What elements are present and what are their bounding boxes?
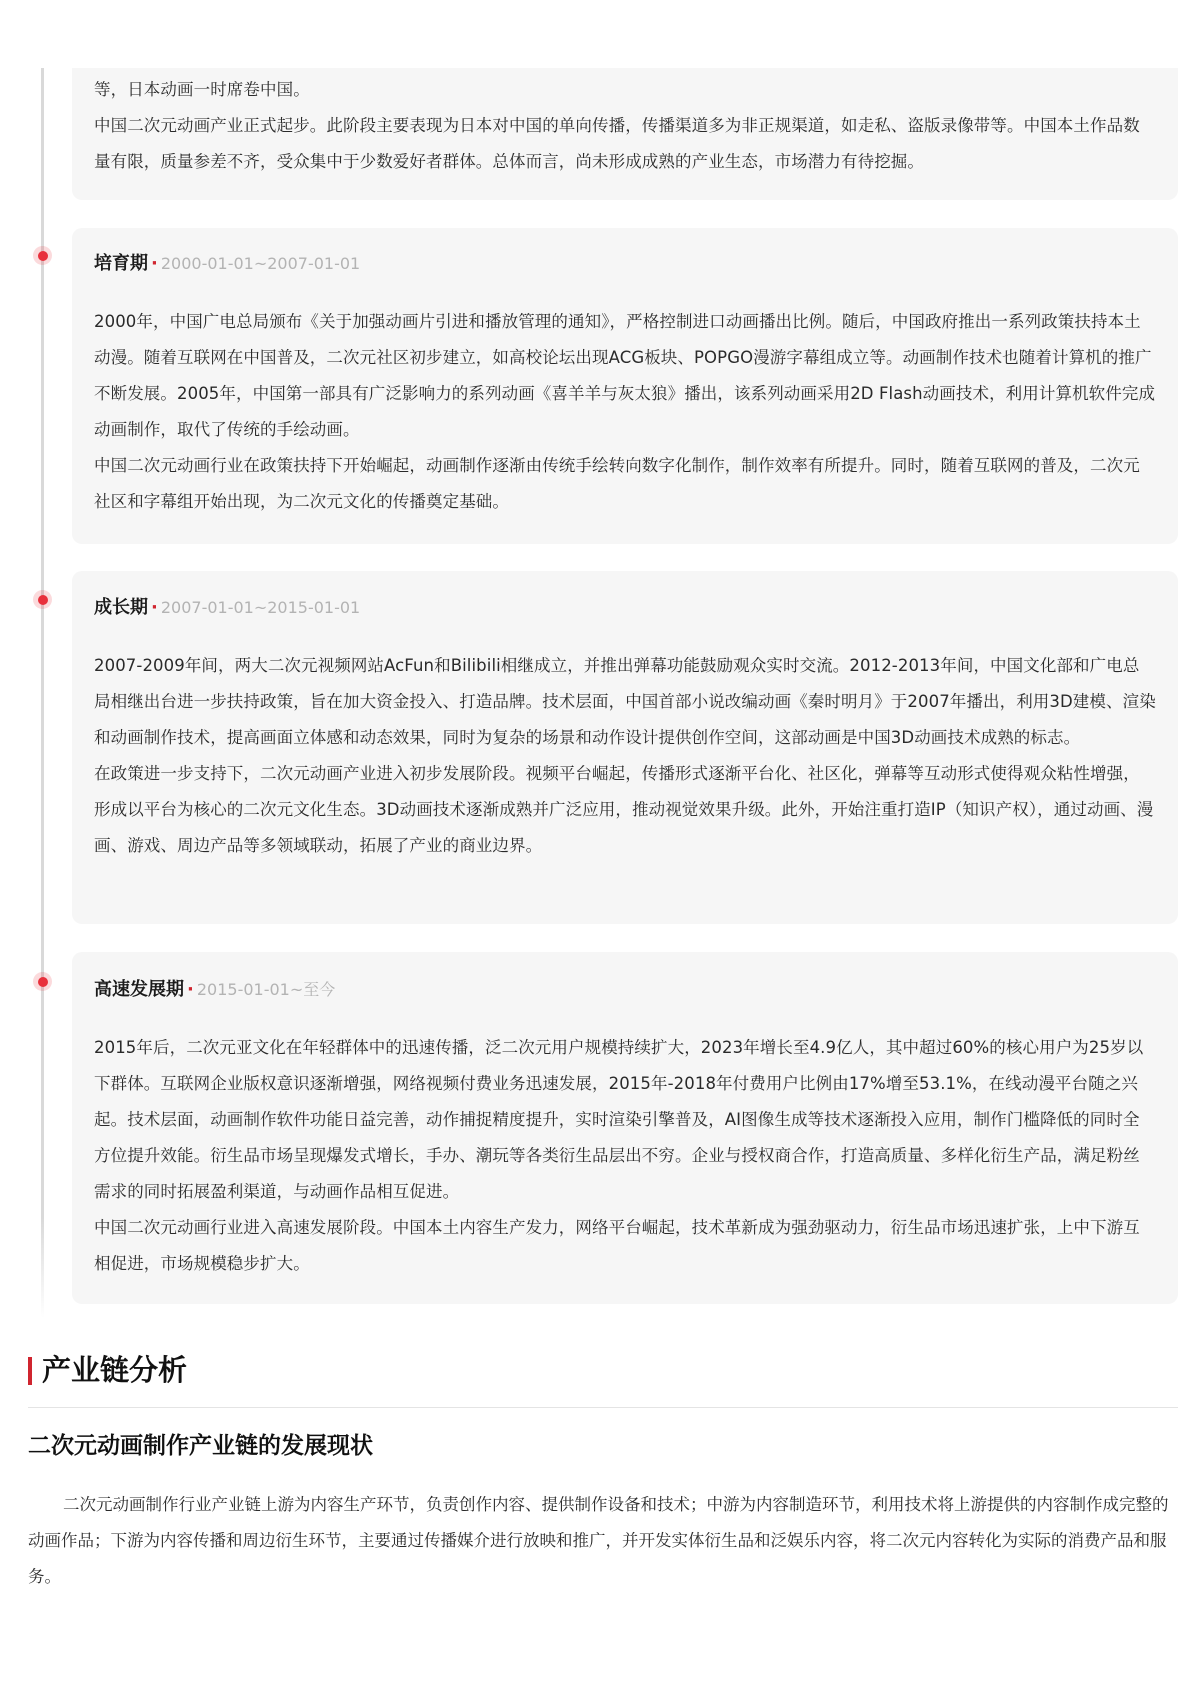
stage-separator: · [151,253,158,274]
timeline-node [33,590,52,609]
timeline-card-stage-3 [72,952,1178,1304]
card-paragraph: 中国二次元动画行业在政策扶持下开始崛起，动画制作逐渐由传统手绘转向数字化制作，制作效率有所提升。同时，随着互联网的普及，二次元社区和字幕组开始出现，为二次元文化的传播奠定基础。 [94,456,1140,511]
card-paragraph: 在政策进一步支持下，二次元动画产业进入初步发展阶段。视频平台崛起，传播形式逐渐平台化、社区化，弹幕等互动形式使得观众粘性增强，形成以平台为核心的二次元文化生态。3D动画技术逐渐成熟并广泛应用，推动视觉效果升级。此外，开始注重打造IP（知识产权），通过动画、漫画、游戏、周边产品等多领域联动，拓展了产业的商业边界。 [94,764,1154,855]
section-divider [28,1407,1178,1408]
card-paragraph: 2007-2009年间，两大二次元视频网站AcFun和Bilibili相继成立，并推出弹幕功能鼓励观众实时交流。2012-2013年间，中国文化部和广电总局相继出台进一步扶持政策，旨在加大资金投入、打造品牌。技术层面，中国首部小说改编动画《秦时明月》于2007年播出，利用3D建模、渲染和动画制作技术，提高画面立体感和动态效果，同时为复杂的场景和动作设计提供创作空间，这部动画是中国3D动画技术成熟的标志。 [94,656,1156,747]
card-paragraph: 中国二次元动画产业正式起步。此阶段主要表现为日本对中国的单向传播，传播渠道多为非正规渠道，如走私、盗版录像带等。中国本土作品数量有限，质量参差不齐，受众集中于少数爱好者群体。总体而言，尚未形成成熟的产业生态，市场潜力有待挖掘。 [94,116,1140,171]
card-paragraph: 中国二次元动画行业进入高速发展阶段。中国本土内容生产发力，网络平台崛起，技术革新成为强劲驱动力，衍生品市场迅速扩张，上中下游互相促进，市场规模稳步扩大。 [94,1218,1140,1273]
stage-heading [94,252,1156,276]
stage-name: 成长期 [94,597,148,618]
timeline-card-intro-stage [72,68,1178,200]
section-subtitle: 二次元动画制作产业链的发展现状 [28,1433,373,1459]
stage-date: 2007-01-01~2015-01-01 [160,598,361,617]
timeline-node [33,246,52,265]
card-paragraph: 等，日本动画一时席卷中国。 [94,80,310,99]
timeline-card-stage-2 [72,571,1178,924]
stage-name: 高速发展期 [94,979,184,1000]
card-paragraph: 2015年后，二次元亚文化在年轻群体中的迅速传播，泛二次元用户规模持续扩大，2023年增长至4.9亿人，其中超过60%的核心用户为25岁以下群体。互联网企业版权意识逐渐增强，网络视频付费业务迅速发展，2015年-2018年付费用户比例由17%增至53.1%，在线动漫平台随之兴起。技术层面，动画制作软件功能日益完善，动作捕捉精度提升，实时渲染引擎普及，AI图像生成等技术逐渐投入应用，制作门槛降低的同时全方位提升效能。衍生品市场呈现爆发式增长，手办、潮玩等各类衍生品层出不穷。企业与授权商合作，打造高质量、多样化衍生产品，满足粉丝需求的同时拓展盈利渠道，与动画作品相互促进。 [94,1038,1144,1201]
section-intro-paragraph: 二次元动画制作行业产业链上游为内容生产环节，负责创作内容、提供制作设备和技术；中游为内容制造环节，利用技术将上游提供的内容制作成完整的动画作品；下游为内容传播和周边衍生环节，主要通过传播媒介进行放映和推广，并开发实体衍生品和泛娱乐内容，将二次元内容转化为实际的消费产品和服务。 [28,1495,1169,1586]
stage-heading [94,596,1156,620]
timeline-node [33,972,52,991]
stage-separator: · [151,597,158,618]
stage-heading [94,978,1156,1002]
stage-name: 培育期 [94,253,148,274]
stage-date: 2000-01-01~2007-01-01 [160,254,361,273]
stage-separator: · [187,979,194,1000]
stage-date: 2015-01-01~至今 [196,980,336,999]
card-paragraph: 2000年，中国广电总局颁布《关于加强动画片引进和播放管理的通知》，严格控制进口动画播出比例。随后，中国政府推出一系列政策扶持本土动漫。随着互联网在中国普及，二次元社区初步建立，如高校论坛出现ACG板块、POPGO漫游字幕组成立等。动画制作技术也随着计算机的推广不断发展。2005年，中国第一部具有广泛影响力的系列动画《喜羊羊与灰太狼》播出，该系列动画采用2D Flash动画技术，利用计算机软件完成动画制作，取代了传统的手绘动画。 [94,312,1156,439]
timeline-card-stage-1 [72,228,1178,544]
section-title: 产业链分析 [28,1350,187,1390]
